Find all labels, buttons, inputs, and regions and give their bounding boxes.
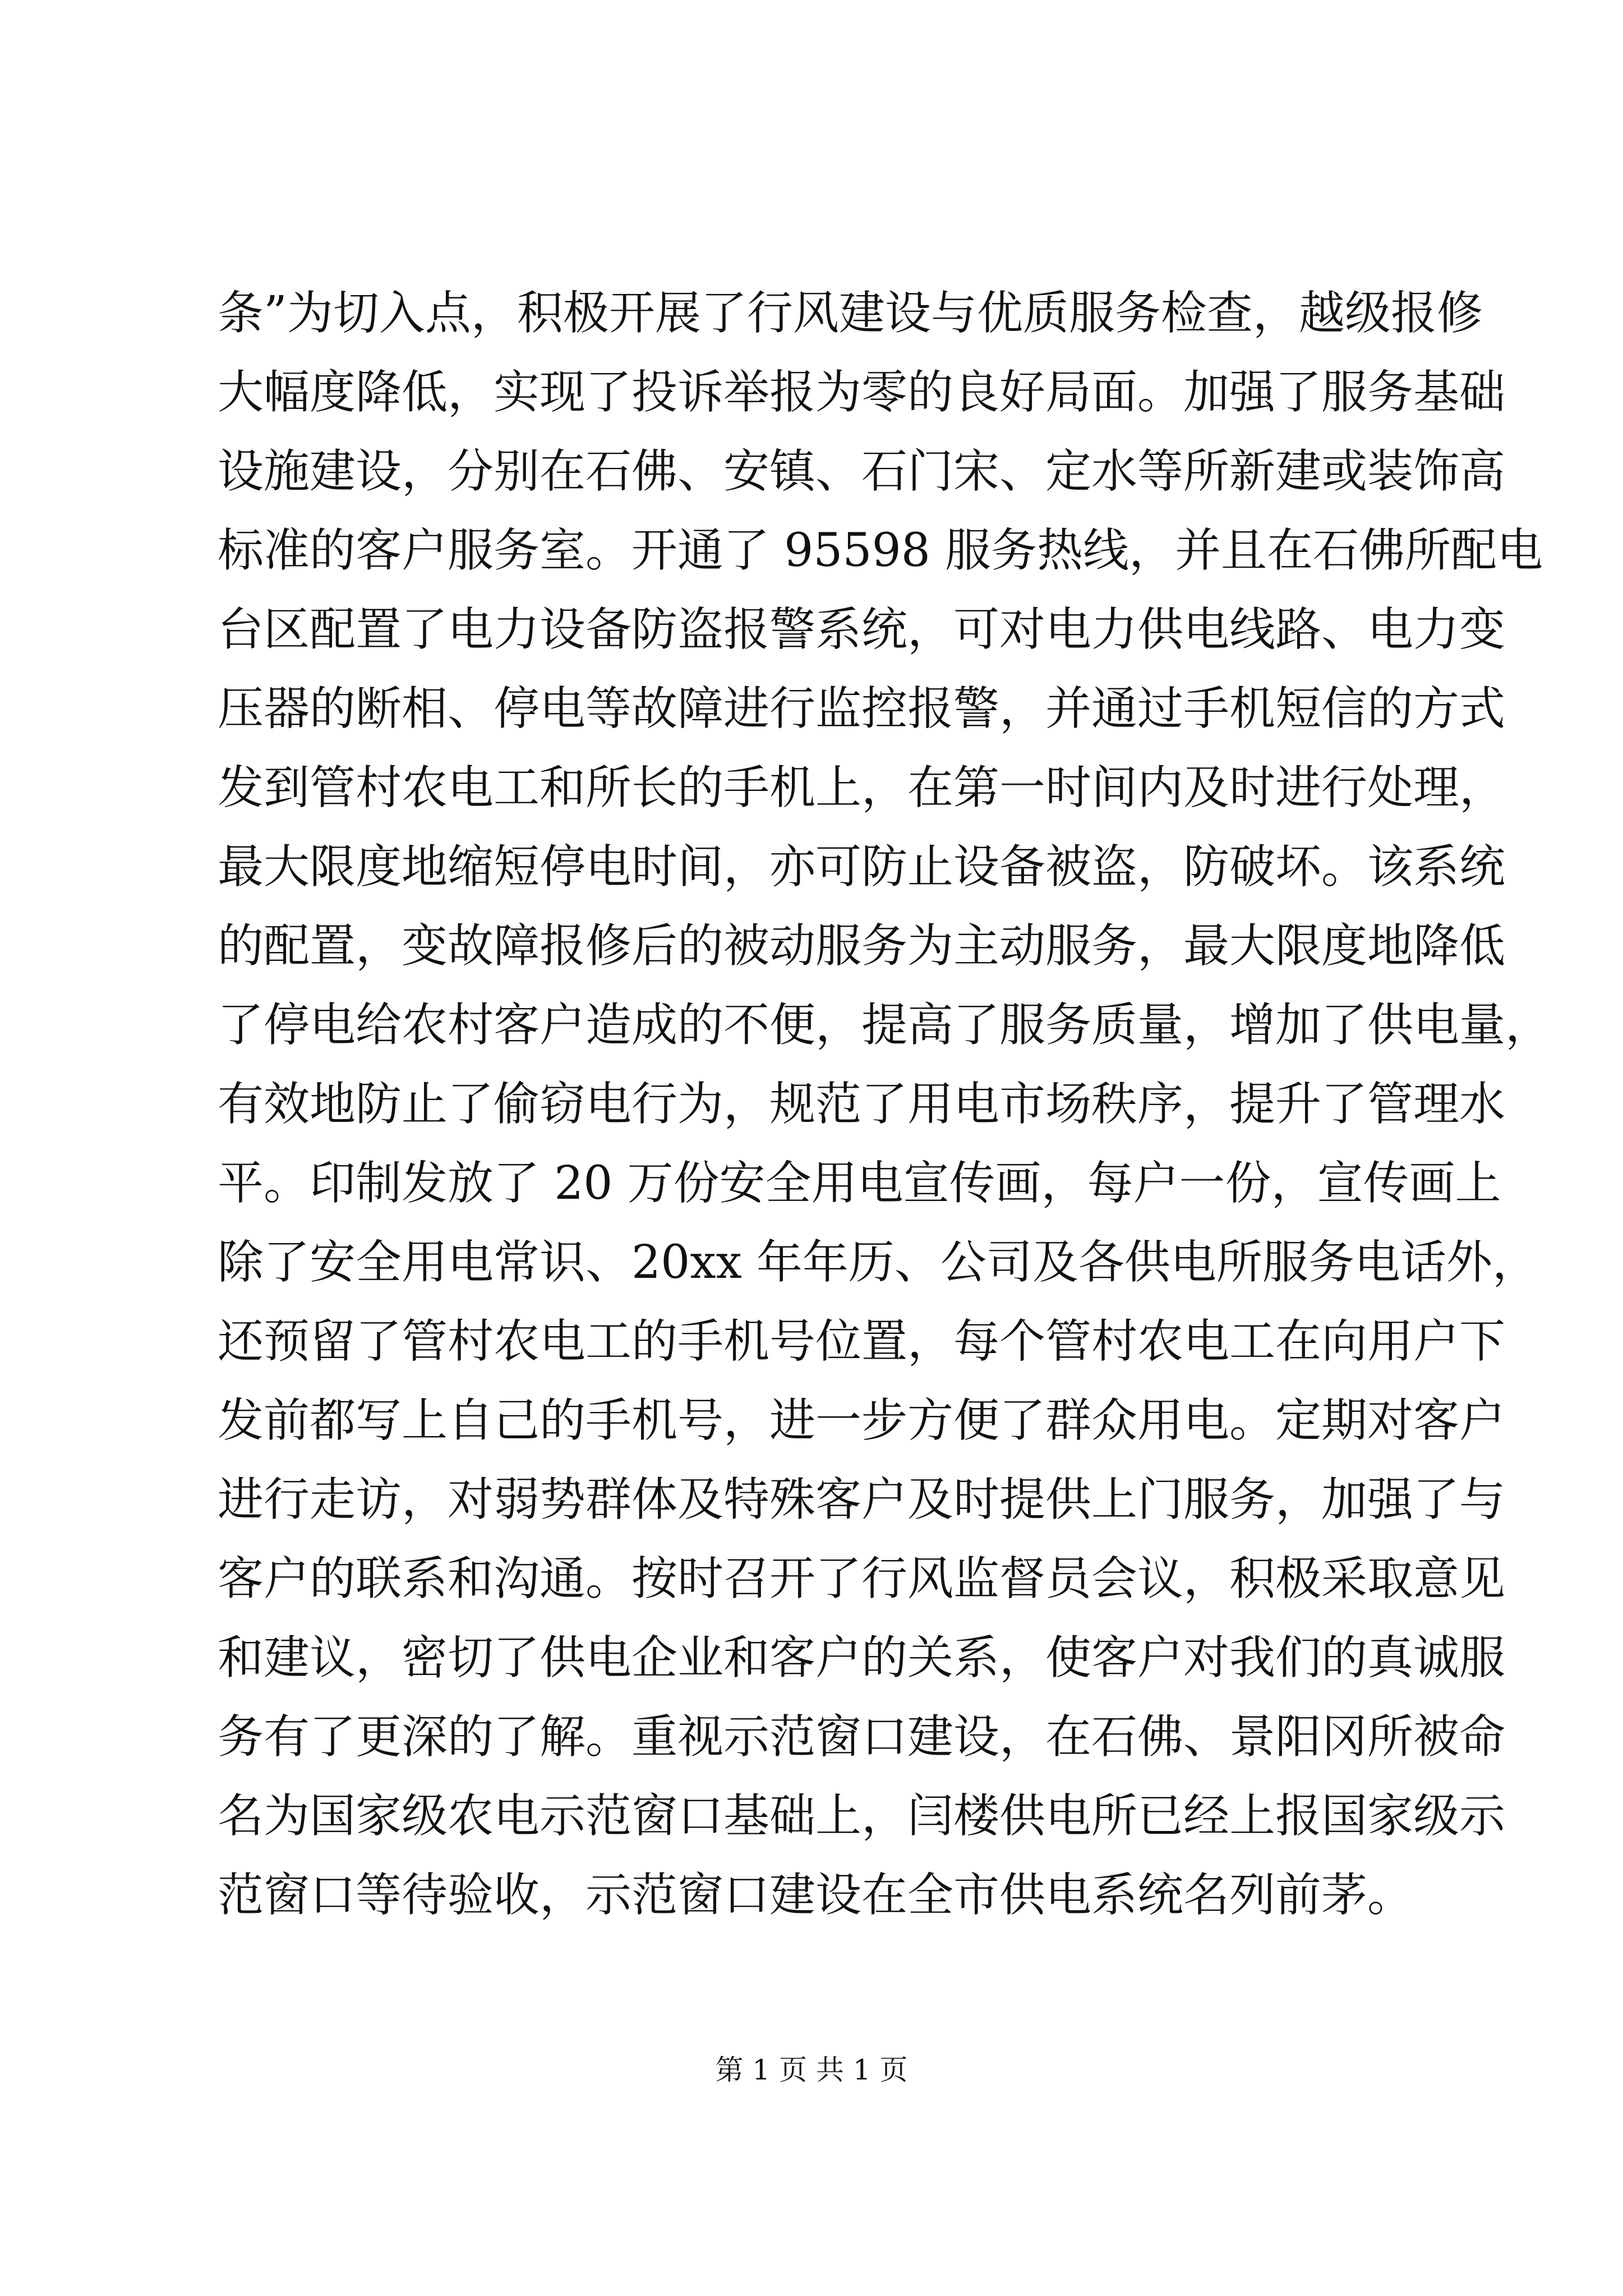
body-text-line: 务有了更深的了解。重视示范窗口建设，在石佛、景阳冈所被命 [218, 1710, 1506, 1764]
body-text-line: 平。印制发放了 20 万份安全用电宣传画，每户一份，宣传画上 [218, 1157, 1501, 1210]
page-footer: 第 1 页 共 1 页 [715, 2054, 908, 2086]
body-text-line: 有效地防止了偷窃电行为，规范了用电市场秩序，提升了管理水 [218, 1078, 1506, 1131]
body-text-line: 最大限度地缩短停电时间，亦可防止设备被盗，防破坏。该系统 [218, 840, 1506, 894]
body-text-line: 客户的联系和沟通。按时召开了行风监督员会议，积极采取意见 [218, 1552, 1506, 1605]
body-text-line: 名为国家级农电示范窗口基础上，闫楼供电所已经上报国家级示 [218, 1789, 1506, 1843]
body-text-line: 标准的客户服务室。开通了 95598 服务热线，并且在石佛所配电 [218, 524, 1543, 577]
body-text-line: 台区配置了电力设备防盗报警系统，可对电力供电线路、电力变 [218, 603, 1506, 656]
body-text-line: 的配置，变故障报修后的被动服务为主动服务，最大限度地降低 [218, 919, 1506, 973]
body-text-line: 发到管村农电工和所长的手机上，在第一时间内及时进行处理， [218, 761, 1506, 815]
body-text-line: 设施建设，分别在石佛、安镇、石门宋、定水等所新建或装饰高 [218, 445, 1506, 498]
body-text-line: 和建议，密切了供电企业和客户的关系，使客户对我们的真诚服 [218, 1631, 1506, 1685]
body-text-line: 了停电给农村客户造成的不便，提高了服务质量，增加了供电量， [218, 999, 1552, 1052]
body-text-line: 发前都写上自己的手机号，进一步方便了群众用电。定期对客户 [218, 1394, 1506, 1447]
document-body [218, 274, 1552, 1935]
body-text-line: 范窗口等待验收，示范窗口建设在全市供电系统名列前茅。 [218, 1869, 1414, 1922]
body-text-line: 还预留了管村农电工的手机号位置，每个管村农电工在向用户下 [218, 1315, 1506, 1368]
body-text-line: 进行走访，对弱势群体及特殊客户及时提供上门服务，加强了与 [218, 1473, 1506, 1526]
body-text-line: 除了安全用电常识、20xx 年年历、公司及各供电所服务电话外， [218, 1236, 1538, 1289]
body-text-line: 大幅度降低，实现了投诉举报为零的良好局面。加强了服务基础 [218, 366, 1506, 419]
body-text-line: 压器的断相、停电等故障进行监控报警，并通过手机短信的方式 [218, 682, 1506, 735]
body-text-line: 条”为切入点，积极开展了行风建设与优质服务检查，越级报修 [218, 287, 1483, 340]
